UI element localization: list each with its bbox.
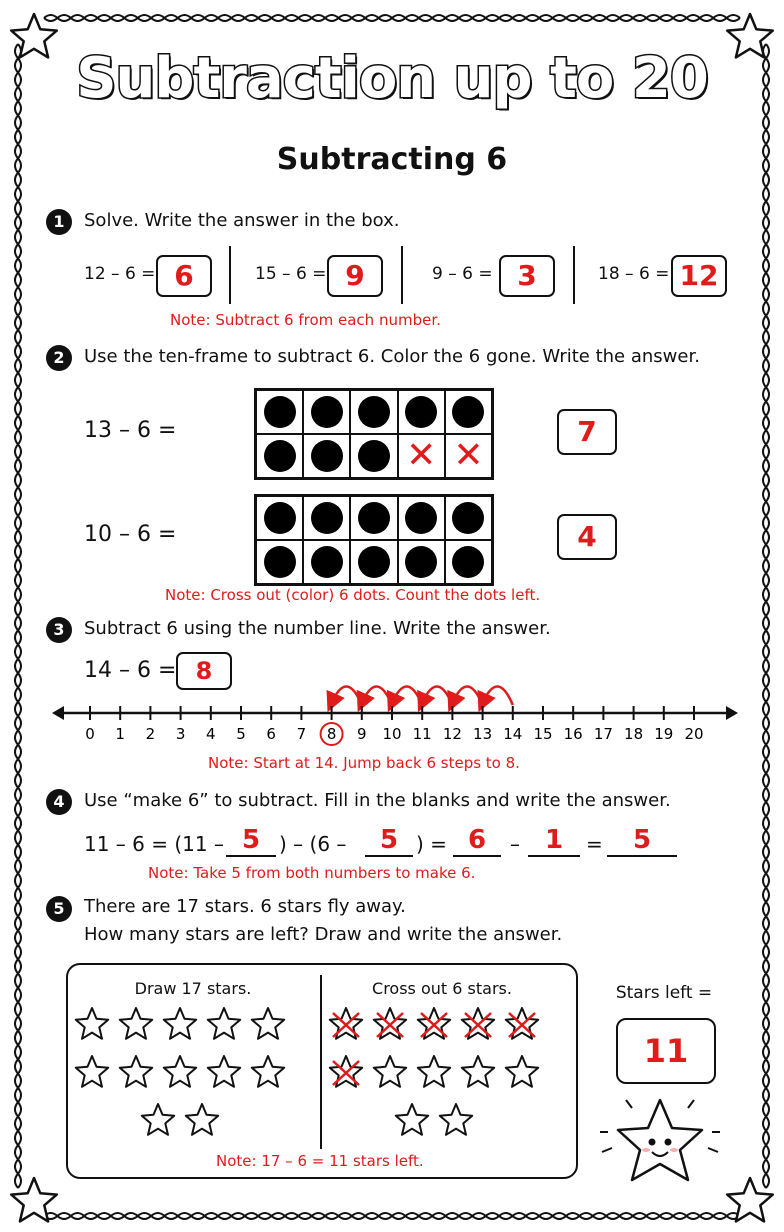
make-6-answer-blank[interactable]: 5 — [607, 825, 677, 857]
counter-dot — [311, 502, 343, 534]
make-6-part-3: ) = — [416, 832, 447, 856]
ten-frame-cell[interactable] — [398, 540, 445, 584]
star-icon — [462, 1056, 494, 1087]
number-line-label: 16 — [563, 725, 583, 743]
number-line-label: 12 — [442, 725, 462, 743]
star-icon — [76, 1056, 108, 1087]
star-icon — [142, 1104, 174, 1135]
jump-arc — [362, 686, 392, 705]
number-line-expression: 14 – 6 = — [84, 658, 177, 683]
left-arrow-icon — [52, 706, 64, 720]
number-line-label: 20 — [684, 725, 704, 743]
make-6-blank-4[interactable]: 1 — [528, 825, 580, 857]
stars-left-label: Stars left = — [615, 983, 713, 1003]
number-line-label: 14 — [503, 725, 523, 743]
problem-1-expression: 12 – 6 = — [84, 264, 156, 284]
number-line-label: 3 — [175, 725, 186, 743]
counter-dot — [405, 502, 437, 534]
section-4-number: 4 — [46, 789, 72, 815]
counter-dot — [358, 546, 390, 578]
section-5-instruction-line-1: There are 17 stars. 6 stars fly away. — [84, 896, 406, 917]
ten-frame-2 — [254, 494, 494, 586]
section-1-number: 1 — [46, 209, 72, 235]
star-icon — [252, 1008, 284, 1039]
number-line-label: 15 — [533, 725, 553, 743]
make-6-blank-1[interactable]: 5 — [226, 825, 276, 857]
section-2-note: Note: Cross out (color) 6 dots. Count the dots left. — [165, 586, 541, 604]
ten-frame-cell[interactable] — [350, 540, 397, 584]
ten-frame-cell[interactable] — [256, 434, 303, 478]
number-line-label: 9 — [357, 725, 367, 743]
star-icon — [164, 1008, 196, 1039]
number-line-label: 7 — [296, 725, 307, 743]
corner-star-icon — [11, 1178, 57, 1221]
jump-arc — [422, 686, 452, 705]
jump-arc — [452, 686, 482, 705]
ten-frame-cell[interactable] — [398, 434, 445, 478]
star-icon — [252, 1056, 284, 1087]
counter-dot — [452, 502, 484, 534]
star-icon — [186, 1104, 218, 1135]
star-icon — [374, 1056, 406, 1087]
section-2-instruction: Use the ten-frame to subtract 6. Color the 6 gone. Write the answer. — [84, 346, 700, 367]
number-line-label: 0 — [85, 725, 95, 743]
make-6-blank-2[interactable]: 5 — [365, 825, 413, 857]
section-2-number: 2 — [46, 345, 72, 371]
number-line-label: 2 — [145, 725, 156, 743]
counter-dot — [264, 396, 296, 428]
number-line-label: 8 — [326, 725, 337, 743]
ten-frame-cell[interactable] — [256, 390, 303, 434]
ten-frame-cell[interactable] — [256, 540, 303, 584]
section-5-note: Note: 17 – 6 = 11 stars left. — [216, 1152, 424, 1170]
ten-frame-cell[interactable] — [350, 434, 397, 478]
number-line-answer-box[interactable]: 8 — [176, 652, 232, 690]
star-icon — [164, 1056, 196, 1087]
section-4-note: Note: Take 5 from both numbers to make 6. — [148, 864, 476, 882]
counter-dot — [264, 502, 296, 534]
number-line-label: 4 — [206, 725, 216, 743]
problem-3-answer-box[interactable]: 3 — [499, 255, 555, 297]
number-line-label: 10 — [382, 725, 402, 743]
divider — [573, 246, 575, 304]
counter-dot — [264, 440, 296, 472]
cross-out-icon: ✕ — [453, 435, 484, 476]
ten-frame-cell[interactable] — [445, 496, 492, 540]
star-icon — [76, 1008, 108, 1039]
ten-frame-cell[interactable] — [303, 390, 350, 434]
counter-dot — [264, 546, 296, 578]
ten-frame-cell[interactable] — [350, 496, 397, 540]
number-line — [50, 664, 740, 754]
divider — [401, 246, 403, 304]
star-icon — [418, 1056, 450, 1087]
ten-frame-cell[interactable] — [398, 496, 445, 540]
problem-4-answer-box[interactable]: 12 — [671, 255, 727, 297]
star-icon — [208, 1056, 240, 1087]
ten-frame-1-expression: 13 – 6 = — [84, 418, 177, 443]
section-3-number: 3 — [46, 617, 72, 643]
number-line-label: 11 — [412, 725, 432, 743]
smiling-star-icon — [594, 1092, 734, 1192]
section-5-number: 5 — [46, 896, 72, 922]
counter-dot — [358, 396, 390, 428]
ten-frame-cell[interactable] — [445, 434, 492, 478]
make-6-part-2: ) – (6 – — [279, 832, 347, 856]
star-drawings — [70, 1005, 570, 1145]
worksheet-title: Subtraction up to 20 — [76, 46, 708, 111]
counter-dot — [452, 396, 484, 428]
jump-arc — [483, 686, 513, 705]
ten-frame-cell[interactable] — [303, 434, 350, 478]
problem-1-answer-box[interactable]: 6 — [156, 255, 212, 297]
counter-dot — [358, 440, 390, 472]
section-1-note: Note: Subtract 6 from each number. — [170, 311, 441, 329]
ten-frame-cell[interactable] — [350, 390, 397, 434]
jump-arc — [392, 686, 422, 705]
ten-frame-1 — [254, 388, 494, 480]
ten-frame-cell[interactable] — [256, 496, 303, 540]
counter-dot — [405, 546, 437, 578]
counter-dot — [452, 546, 484, 578]
draw-stars-caption: Draw 17 stars. — [134, 979, 252, 998]
cross-out-icon: ✕ — [406, 435, 437, 476]
number-line-label: 1 — [115, 725, 125, 743]
make-6-part-1: 11 – 6 = (11 – — [84, 832, 224, 856]
section-1-instruction: Solve. Write the answer in the box. — [84, 210, 400, 231]
number-line-label: 5 — [236, 725, 246, 743]
ten-frame-2-answer-box[interactable]: 4 — [557, 514, 617, 560]
jump-arc — [332, 686, 362, 705]
number-line-label: 18 — [624, 725, 644, 743]
counter-dot — [358, 502, 390, 534]
make-6-blank-3[interactable]: 6 — [453, 825, 501, 857]
problem-3-expression: 9 – 6 = — [432, 264, 493, 284]
problem-2-expression: 15 – 6 = — [255, 264, 327, 284]
ten-frame-2-expression: 10 – 6 = — [84, 522, 177, 547]
counter-dot — [311, 396, 343, 428]
border-wave — [763, 44, 769, 1188]
counter-dot — [311, 546, 343, 578]
counter-dot — [311, 440, 343, 472]
ten-frame-1-answer-box[interactable]: 7 — [557, 409, 617, 455]
problem-2-answer-box[interactable]: 9 — [327, 255, 383, 297]
number-line-label: 13 — [473, 725, 493, 743]
counter-dot — [405, 396, 437, 428]
number-line-label: 6 — [266, 725, 276, 743]
star-icon — [120, 1056, 152, 1087]
right-arrow-icon — [726, 706, 738, 720]
cross-stars-caption: Cross out 6 stars. — [372, 979, 512, 998]
make-6-part-5: = — [586, 832, 603, 856]
worksheet-subtitle: Subtracting 6 — [276, 142, 508, 177]
star-icon — [208, 1008, 240, 1039]
border-wave — [15, 44, 21, 1188]
section-5-instruction-line-2: How many stars are left? Draw and write the answer. — [84, 924, 563, 945]
make-6-part-4: – — [510, 832, 520, 856]
star-icon — [396, 1104, 428, 1135]
ten-frame-cell[interactable] — [398, 390, 445, 434]
corner-star-icon — [727, 1178, 773, 1221]
star-icon — [440, 1104, 472, 1135]
ten-frame-cell[interactable] — [303, 540, 350, 584]
problem-4-expression: 18 – 6 = — [598, 264, 670, 284]
star-icon — [120, 1008, 152, 1039]
section-4-instruction: Use “make 6” to subtract. Fill in the blanks and write the answer. — [84, 790, 671, 811]
ten-frame-cell[interactable] — [303, 496, 350, 540]
divider — [229, 246, 231, 304]
number-line-label: 17 — [593, 725, 613, 743]
ten-frame-cell[interactable] — [445, 540, 492, 584]
stars-left-answer-box[interactable]: 11 — [616, 1018, 716, 1084]
star-icon — [506, 1056, 538, 1087]
ten-frame-cell[interactable] — [445, 390, 492, 434]
number-line-label: 19 — [654, 725, 674, 743]
section-3-note: Note: Start at 14. Jump back 6 steps to 8. — [208, 754, 520, 772]
section-3-instruction: Subtract 6 using the number line. Write the answer. — [84, 618, 551, 639]
